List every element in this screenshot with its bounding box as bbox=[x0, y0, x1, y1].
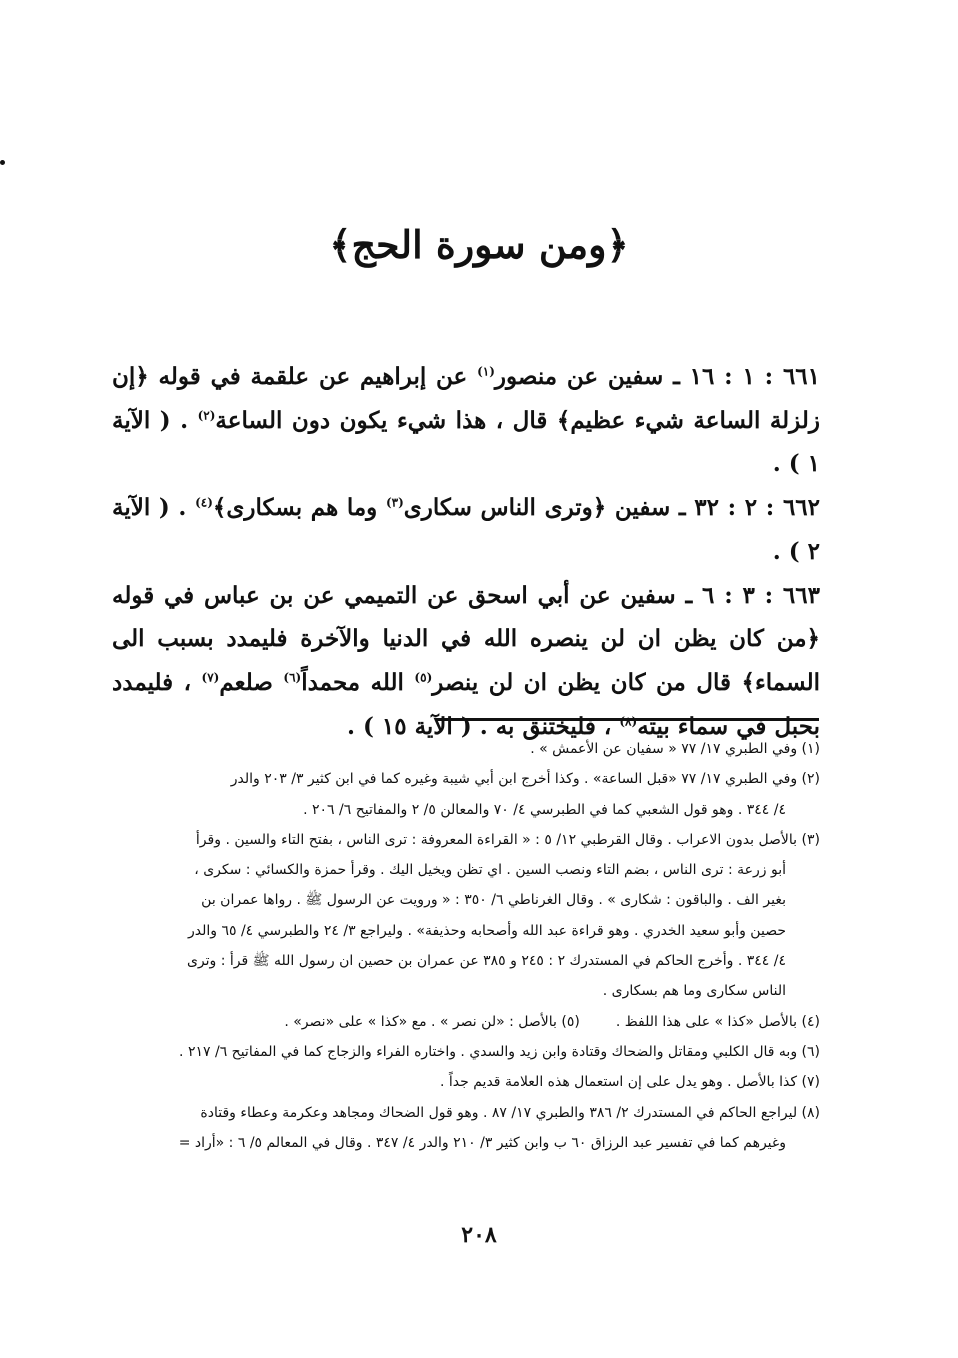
footnote-ref: (٢) bbox=[197, 408, 216, 423]
entry-661 bbox=[112, 355, 820, 486]
footnote-ref: (٨) bbox=[619, 713, 638, 728]
footnote-1: (١) وفي الطبري ١٧/ ٧٧ « سفيان عن الأعمش » . bbox=[530, 741, 820, 757]
footnote-7: (٧) كذا بالأصل . وهو يدل على إن استعمال هذه العلامة قديم جداً . bbox=[440, 1074, 820, 1091]
entry-text: ٦٦١ : ١ : ١٦ ـ سفين عن منصور bbox=[494, 363, 820, 390]
footnote-ref: (٧) bbox=[201, 670, 220, 685]
entry-text: ٦٦٣ : ٣ : ٦ ـ سفين عن أبي اسحق عن التميمي عن بن عباس في قوله ﴿من كان يظن ان لن ينصره الله في الدنيا والآخرة فليمدد بسبب الى السماء﴾ قال من كان يظن ان لن ينصر bbox=[112, 581, 820, 696]
entry-text: . ( الآية ١ ) . bbox=[112, 406, 820, 478]
page-number: ٢٠٨ bbox=[461, 1222, 497, 1248]
footnotes-4-5 bbox=[118, 1007, 820, 1037]
footnote-4: (٤) بالأصل «كذا » على هذا اللفظ . bbox=[615, 1013, 820, 1030]
entry-text: ٦٦٢ : ٢ : ٣٢ ـ سفين ﴿وترى الناس سكارى bbox=[403, 494, 821, 522]
footnote-3-cont: بغير الف . والباقون : شكارى » . وقال الغرناطي ٦/ ٣٥٠ : « ورويت عن الرسول ﷺ . رواها عمران بن bbox=[201, 892, 786, 909]
footnote-2: (٢) وفي الطبري ١٧/ ٧٧ «قبل الساعة» . وكذا أخرج ابن أبي شيبة وغيره كما في ابن كثير ٣/ ٢٠٣ والدر bbox=[230, 771, 820, 788]
entry-662 bbox=[112, 486, 820, 573]
footnote-3-cont: حصين وأبو سعيد الخدري . وهو قراءة عبد الله وأصحابه وحذيفة» . وليراجع ٣/ ٢٤ والطبرسي ٤/ ٦٥ والدر bbox=[187, 922, 786, 939]
footnote-3-cont: أبو زرعة : ترى الناس ، بضم التاء ونصب السين . اي تظن ويخيل اليك . وقرأ حمزة والكسائي : سكرى ، bbox=[194, 862, 786, 879]
footnote-8: (٨) ليراجع الحاكم في المستدرك ٢/ ٣٨٦ والطبري ١٧/ ٨٧ . وهو قول الضحاك ومجاهد وعكرمة وعطاء وقتادة bbox=[200, 1104, 820, 1121]
footnote-3-cont: الناس سكارى وما هم بسكارى . bbox=[602, 983, 786, 1000]
footnote-3: (٣) بالأصل بدون الاعراب . وقال القرطبي ١٢/ ٥ : « القراءة المعروفة : ترى الناس ، بفتح التاء والسين . وقرأ bbox=[195, 831, 820, 848]
entry-text: ، فليختنق به . ( الآية ١٥ ) . bbox=[346, 712, 620, 740]
footnote-2-cont: ٤/ ٣٤٤ . وهو قول الشعبي كما في الطبرسي ٤/ ٧٠ والمعالن ٥/ ٢ والمفاتيح ٦/ ٢٠٦ . bbox=[303, 801, 786, 818]
footnote-ref: (١) bbox=[477, 364, 495, 379]
footnote-ref: (٣) bbox=[385, 495, 404, 510]
entry-text: ، فليمدد بحبل في سماء بيته bbox=[112, 668, 820, 740]
main-text bbox=[112, 355, 820, 748]
entry-663 bbox=[112, 574, 820, 749]
footnotes bbox=[118, 734, 820, 1158]
entry-text: . ( الآية ٢ ) . bbox=[112, 494, 820, 565]
surah-heading: ﴿ومن سورة الحج﴾ bbox=[329, 222, 629, 267]
footnote-ref: (٥) bbox=[414, 670, 433, 685]
entry-text: صلعم bbox=[219, 668, 284, 696]
entry-text: عن إبراهيم عن علقمة في قوله ﴿إن زلزلة الساعة شيء عظيم﴾ قال ، هذا شيء يكون دون الساعة bbox=[112, 363, 820, 434]
footnote-ref: (٤) bbox=[195, 495, 213, 510]
footnote-6: (٦) وبه قال الكلبي ومقاتل والضحاك وقتادة وابن زيد والسدي . واختاره الفراء والزجاج كما في المفاتيح ٦/ ٢١٧ . bbox=[179, 1043, 820, 1060]
footnote-5: (٥) بالأصل : «لن نصر » . مع «كذا » على «نصر» . bbox=[284, 1013, 580, 1030]
footnote-8-cont: وغيرهم كما في تفسير عبد الرزاق ٦٠ ب وابن كثير ٣/ ٢١٠ والدر ٤/ ٣٤٧ . وقال في المعالم ٥/ ٦ : «أراد = bbox=[178, 1134, 786, 1151]
scan-edge-mark bbox=[0, 160, 5, 165]
footnote-separator bbox=[435, 718, 819, 721]
footnote-ref: (٦) bbox=[283, 670, 302, 685]
entry-text: وما هم بسكارى﴾ bbox=[212, 494, 386, 522]
entry-text: الله محمداً bbox=[301, 668, 415, 696]
footnote-3-cont: ٤/ ٣٤٤ . وأخرج الحاكم في المستدرك ٢ : ٢٤٥ و ٣٨٥ عن عمران بن حصين ان رسول الله ﷺ قرأ : وترى bbox=[186, 953, 786, 970]
